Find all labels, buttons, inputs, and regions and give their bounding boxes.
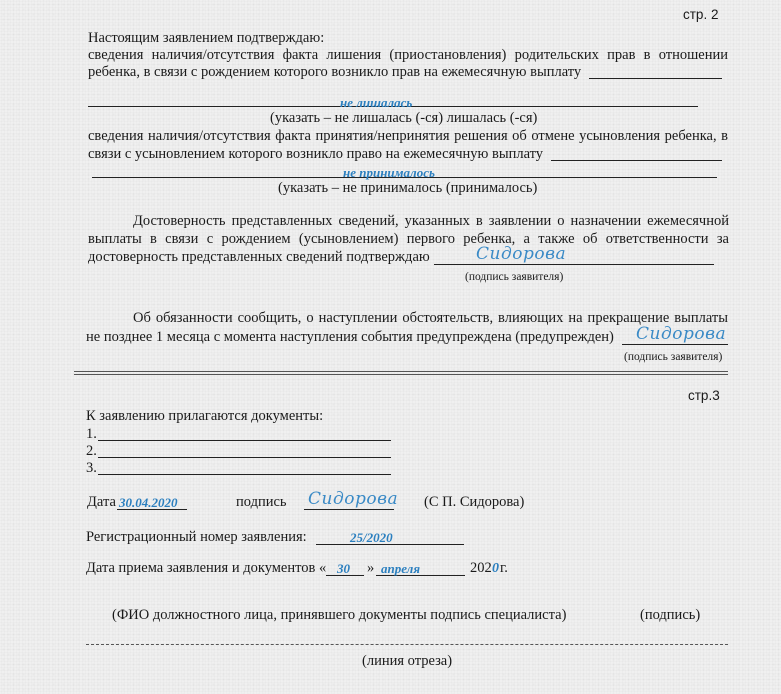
adoption-value[interactable]: не принималось (343, 165, 435, 180)
cut-line (86, 644, 728, 645)
reliability-line-1: Достоверность представленных сведений, указанных в заявлении о назначении ежемесячной (133, 213, 729, 229)
registration-value[interactable]: 25/2020 (350, 530, 393, 545)
official-signature-caption: (подпись) (640, 607, 701, 623)
page-separator (74, 371, 728, 375)
signature-label: подпись (236, 494, 287, 510)
receipt-year-suffix: г. (500, 560, 508, 576)
reliability-signature-line (434, 264, 714, 265)
confirm-intro: Настоящим заявлением подтверждаю: (88, 30, 325, 46)
deprivation-hint: (указать – не лишалась (-ся) лишалась (-ся) (270, 110, 538, 126)
duty-line-2: не позднее 1 месяца с момента наступления события предупреждена (предупрежден) (86, 329, 614, 345)
attachment-number-2: 2. (86, 443, 97, 459)
duty-line-1: Об обязанности сообщить, о наступлении обстоятельств, влияющих на прекращение выплаты (133, 310, 728, 326)
reliability-signature-caption: (подпись заявителя) (465, 271, 564, 283)
official-caption: (ФИО должностного лица, принявшего документы подпись специалиста) (112, 607, 567, 623)
deprivation-underline-1 (589, 78, 722, 79)
duty-signature[interactable]: Сидорова (636, 324, 727, 344)
deprivation-line-1: сведения наличия/отсутствия факта лишения (приостановления) родительских прав в отношении (88, 47, 728, 63)
attachments-heading: К заявлению прилагаются документы: (86, 408, 324, 424)
adoption-line-2: связи с усыновлением которого возникло право на ежемесячную выплату (88, 146, 544, 162)
receipt-close-quote: » (367, 560, 375, 576)
date-label: Дата (87, 494, 116, 510)
attachment-line-2[interactable] (98, 457, 391, 458)
adoption-line-1: сведения наличия/отсутствия факта принятия/непринятия решения об отмене усыновления ребенка, в (88, 128, 728, 144)
attachment-number-3: 3. (86, 460, 97, 476)
receipt-day[interactable]: 30 (337, 561, 350, 576)
date-value[interactable]: 30.04.2020 (119, 495, 178, 510)
attachment-line-1[interactable] (98, 440, 391, 441)
signature-underline (304, 509, 394, 510)
cut-line-caption: (линия отреза) (362, 653, 453, 669)
receipt-year-prefix: 202 (470, 560, 492, 576)
receipt-year-digit[interactable]: 0 (492, 561, 499, 576)
reliability-line-2: выплаты в связи с рождением (усыновлением) первого ребенка, а также об ответственности за (88, 231, 729, 247)
adoption-hint: (указать – не принималось (принималось) (278, 180, 538, 196)
page2-number: стр. 2 (683, 7, 719, 22)
reliability-line-3: достоверность представленных сведений подтверждаю (88, 249, 430, 265)
receipt-date-label: Дата приема заявления и документов « (86, 560, 327, 576)
adoption-underline-1 (551, 160, 722, 161)
deprivation-value[interactable]: не лишалась (340, 95, 413, 110)
applicant-signature[interactable]: Сидорова (308, 489, 399, 509)
deprivation-line-2: ребенка, в связи с рождением которого возникло прав на ежемесячную выплату (88, 64, 582, 80)
page3-number: стр.3 (688, 388, 720, 403)
registration-label: Регистрационный номер заявления: (86, 529, 307, 545)
reliability-signature[interactable]: Сидорова (476, 244, 567, 264)
duty-signature-caption: (подпись заявителя) (624, 351, 723, 363)
duty-signature-line (622, 344, 728, 345)
attachment-number-1: 1. (86, 426, 97, 442)
attachment-line-3[interactable] (98, 474, 391, 475)
receipt-month[interactable]: апреля (381, 561, 421, 576)
applicant-name: (С П. Сидорова) (424, 494, 525, 510)
